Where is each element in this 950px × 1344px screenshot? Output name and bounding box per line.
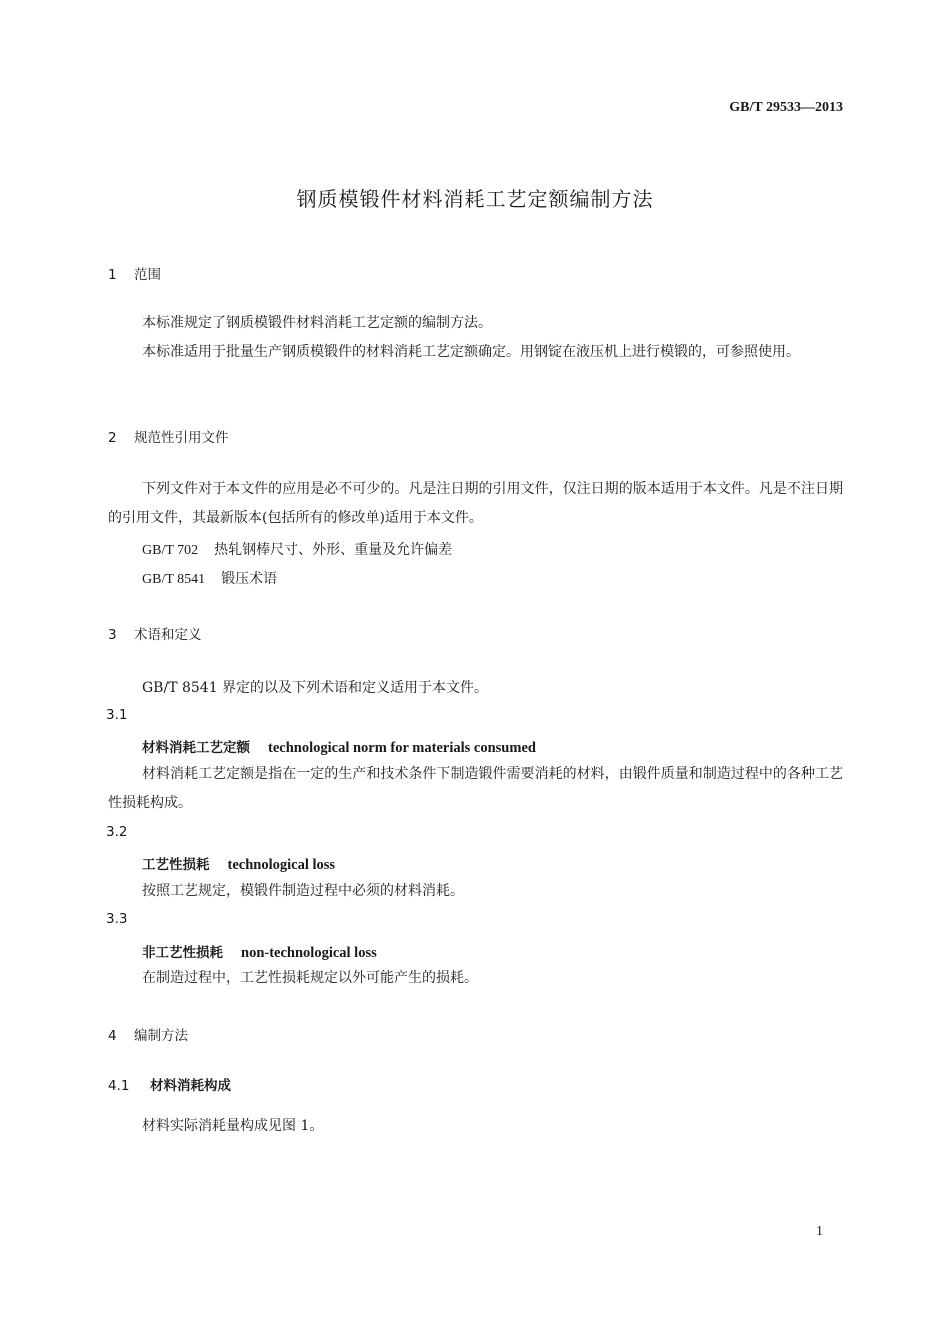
term-definition: 材料消耗工艺定额是指在一定的生产和技术条件下制造锻件需要消耗的材料，由锻件质量和制造过程中的各种工艺性损耗构成。 xyxy=(108,766,843,811)
reference-title: 热轧钢棒尺寸、外形、重量及允许偏差 xyxy=(214,542,453,558)
subsection-4-1-heading xyxy=(108,1074,231,1094)
term-entry xyxy=(142,736,536,757)
section-1-number: 1 xyxy=(108,267,117,283)
section-2-heading xyxy=(108,426,229,446)
section-3-number: 3 xyxy=(108,627,117,643)
document-title: 钢质模锻件材料消耗工艺定额编制方法 xyxy=(296,187,654,211)
section-2-paragraph: 下列文件对于本文件的应用是必不可少的。凡是注日期的引用文件，仅注日期的版本适用于本文件。凡是不注日期的引用文件，其最新版本(包括所有的修改单)适用于本文件。 xyxy=(108,481,843,526)
section-4-title: 编制方法 xyxy=(134,1028,188,1044)
term-en: technological norm for materials consumed xyxy=(268,740,536,756)
clause-number: 3.2 xyxy=(106,824,128,840)
term-en: technological loss xyxy=(227,857,336,873)
clause-number: 3.1 xyxy=(106,707,128,723)
section-1-paragraph-2: 本标准适用于批量生产钢质模锻件的材料消耗工艺定额确定。用钢锭在液压机上进行模锻的，可参照使用。 xyxy=(142,344,800,360)
term-entry xyxy=(142,941,377,962)
section-1-heading xyxy=(108,263,161,283)
term-definition: 在制造过程中，工艺性损耗规定以外可能产生的损耗。 xyxy=(142,970,478,986)
section-4-heading xyxy=(108,1024,188,1044)
term-zh: 材料消耗工艺定额 xyxy=(142,740,250,756)
term-entry xyxy=(142,853,335,874)
subsection-4-1-number: 4.1 xyxy=(108,1078,130,1094)
clause-number: 3.3 xyxy=(106,911,128,927)
reference-item xyxy=(142,568,277,588)
standard-number: GB/T 29533—2013 xyxy=(729,100,843,115)
term-definition: 按照工艺规定，模锻件制造过程中必须的材料消耗。 xyxy=(142,883,464,899)
page-number: 1 xyxy=(816,1224,823,1239)
section-2-number: 2 xyxy=(108,430,117,446)
reference-title: 锻压术语 xyxy=(221,571,278,587)
section-2-title: 规范性引用文件 xyxy=(134,430,229,446)
subsection-4-1-title: 材料消耗构成 xyxy=(150,1078,231,1094)
subsection-4-1-paragraph: 材料实际消耗量构成见图 1。 xyxy=(142,1118,324,1134)
term-zh: 工艺性损耗 xyxy=(142,857,210,873)
term-zh: 非工艺性损耗 xyxy=(142,945,223,961)
section-1-title: 范围 xyxy=(134,267,161,283)
section-4-number: 4 xyxy=(108,1028,117,1044)
section-3-heading xyxy=(108,623,202,643)
section-3-intro: GB/T 8541 界定的以及下列术语和定义适用于本文件。 xyxy=(142,680,489,696)
section-3-title: 术语和定义 xyxy=(134,627,202,643)
reference-item xyxy=(142,539,452,559)
reference-code: GB/T 8541 xyxy=(142,572,206,587)
term-en: non-technological loss xyxy=(241,945,377,961)
section-1-paragraph-1: 本标准规定了钢质模锻件材料消耗工艺定额的编制方法。 xyxy=(142,315,492,331)
reference-code: GB/T 702 xyxy=(142,543,199,558)
